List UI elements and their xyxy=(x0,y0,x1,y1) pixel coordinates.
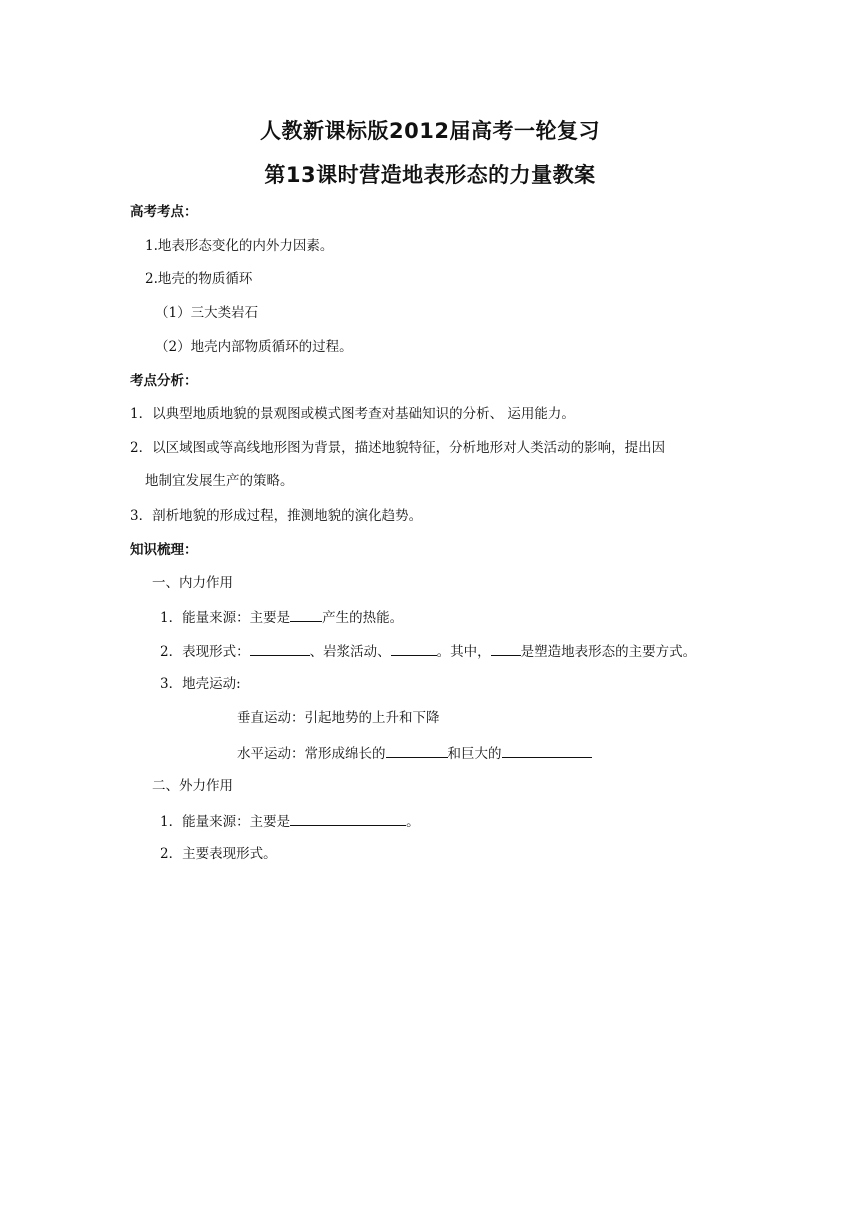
exam-points-heading: 高考考点： xyxy=(130,204,198,220)
document-title-line-2: 第13课时营造地表形态的力量教案 xyxy=(264,163,596,187)
horizontal-movement-label: 水平运动：常形成绵长的 xyxy=(237,746,386,762)
external-force-title: 二、外力作用 xyxy=(152,778,233,794)
fill-in-blank xyxy=(290,811,406,826)
horizontal-movement-line xyxy=(237,743,592,763)
expression-forms-label: 2．表现形式： xyxy=(160,644,250,660)
knowledge-heading: 知识梳理： xyxy=(130,542,198,558)
vertical-movement-line: 垂直运动：引起地势的上升和下降 xyxy=(237,710,440,726)
document-title-line-1: 人教新课标版2012届高考一轮复习 xyxy=(260,119,600,143)
exam-point-sub-item-1: （1）三大类岩石 xyxy=(155,305,259,321)
horizontal-movement-text: 和巨大的 xyxy=(447,746,502,762)
fill-in-blank xyxy=(391,641,437,656)
fill-in-blank xyxy=(386,743,448,758)
external-energy-label: 1．能量来源：主要是 xyxy=(160,814,291,830)
expression-forms-text-a: 、岩浆活动、 xyxy=(309,644,391,660)
main-forms-line: 2．主要表现形式。 xyxy=(160,846,277,862)
analysis-heading: 考点分析： xyxy=(130,373,198,389)
external-energy-suffix: 。 xyxy=(406,814,420,830)
crustal-movement-line: 3．地壳运动: xyxy=(160,676,241,692)
analysis-item-2-line-2: 地制宜发展生产的策略。 xyxy=(145,473,294,489)
expression-forms-text-b: 。其中， xyxy=(436,644,491,660)
energy-source-line xyxy=(160,607,403,627)
expression-forms-line xyxy=(160,641,696,661)
fill-in-blank xyxy=(502,743,592,758)
energy-source-suffix: 产生的热能。 xyxy=(322,610,404,626)
fill-in-blank xyxy=(250,641,310,656)
fill-in-blank xyxy=(290,607,322,622)
energy-source-label: 1．能量来源：主要是 xyxy=(160,610,291,626)
internal-force-title: 一、内力作用 xyxy=(152,575,233,591)
exam-point-sub-item-2: （2）地壳内部物质循环的过程。 xyxy=(155,339,353,355)
exam-point-item-2: 2.地壳的物质循环 xyxy=(145,271,253,287)
analysis-item-2-line-1: 2．以区域图或等高线地形图为背景，描述地貌特征，分析地形对人类活动的影响，提出因 xyxy=(130,440,666,456)
exam-point-item-1: 1.地表形态变化的内外力因素。 xyxy=(145,238,334,254)
external-energy-line xyxy=(160,811,420,831)
fill-in-blank xyxy=(491,641,521,656)
expression-forms-text-c: 是塑造地表形态的主要方式。 xyxy=(520,644,697,660)
analysis-item-3: 3．剖析地貌的形成过程，推测地貌的演化趋势。 xyxy=(130,508,423,524)
analysis-item-1: 1．以典型地质地貌的景观图或模式图考查对基础知识的分析、 运用能力。 xyxy=(130,406,575,422)
